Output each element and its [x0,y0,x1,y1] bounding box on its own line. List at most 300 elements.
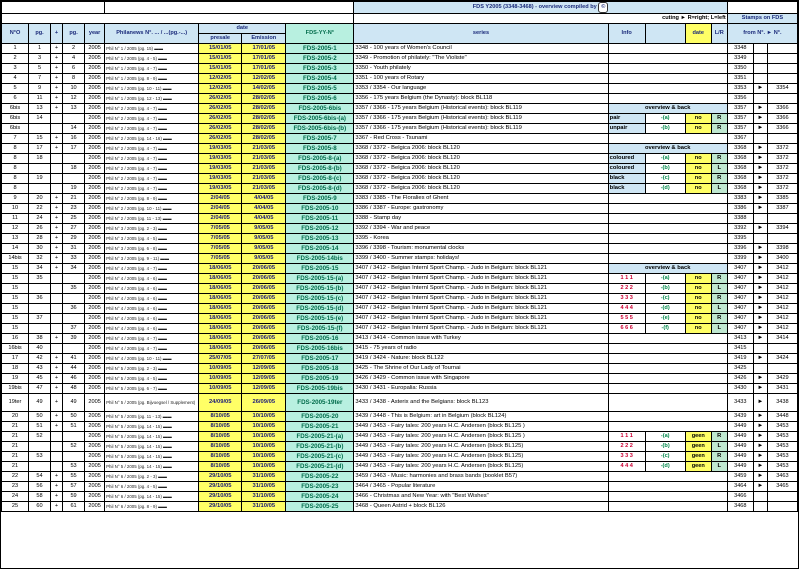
cell-info-label: 2 2 2 [608,442,645,452]
cell-info-label: 4 4 4 [608,462,645,472]
cell-info-blank [608,54,727,64]
cell-pg2: 49 [63,394,85,412]
cell-plus: + [51,224,63,234]
cell-series: 3407 / 3412 - Belgian Internl Sport Champ. - Judo in Belgium: block BL121 [354,324,608,334]
cell-nr: 6 [2,94,29,104]
cell-fds-number: FDS-2005-19ter [286,394,354,412]
cell-series: 3357 / 3366 - 175 years Belgium (Historical events): block BL119 [354,114,608,124]
cell-presale: 7/05/05 [199,234,242,244]
cell-fds-number: FDS-2005-21 [286,422,354,432]
cell-series: 3395 - Korea [354,234,608,244]
cell-plus: + [51,254,63,264]
cell-fds-number: FDS-2005-19 [286,374,354,384]
cell-emission: 9/05/05 [242,244,286,254]
table-row [2,204,798,214]
cell-plus: + [51,104,63,114]
cell-fds-number: FDS-2005-11 [286,214,354,224]
cell-fds-number: FDS-2005-15-(c) [286,294,354,304]
cell-arrow: ► [753,84,767,94]
cell-series: 3419 / 3424 - Nature: block BL122 [354,354,608,364]
cell-fds-number: FDS-2005-13 [286,234,354,244]
cell-stamp-to: 3394 [767,224,797,234]
cell-series: 3464 / 3465 - Popular literature [354,482,608,492]
table-row [2,164,798,174]
cell-stamp-from: 3407 [727,274,753,284]
cell-arrow: ► [753,194,767,204]
cell-arrow: ► [753,224,767,234]
col-datecol: date [685,24,711,44]
cell-emission: 31/10/05 [242,492,286,502]
cell-stamp-from: 3351 [727,74,753,84]
col-series: series [354,24,608,44]
cell-pg2 [63,154,85,164]
table-row [2,384,798,394]
cell-stamp-from: 3425 [727,364,753,374]
cell-pg2: 53 [63,462,85,472]
cell-arrow: ► [753,304,767,314]
cell-philanews: Phil N° 1 / 2005 (pg. 4 - 5) ▬▬ [105,54,199,64]
cell-nr: 13 [2,234,29,244]
cell-nr: 21 [2,462,29,472]
cell-info-blank [608,492,727,502]
cell-philanews: Phil N° 3 / 2005 (pg. 2 - 3) ▬▬ [105,224,199,234]
col-info: Info [608,24,645,44]
cell-emission: 14/02/05 [242,84,286,94]
table-row [2,54,798,64]
cell-arrow [753,234,767,244]
cell-info-code: -(a) [645,154,685,164]
table-row [2,462,798,472]
cell-presale: 8/10/05 [199,442,242,452]
cell-stamp-from: 3430 [727,384,753,394]
cell-info-label: black [608,184,645,194]
cell-nr: 8 [2,154,29,164]
cell-pg2 [63,294,85,304]
cell-fds-number: FDS-2005-8-(a) [286,154,354,164]
cell-plus: + [51,234,63,244]
cell-presale: 8/10/05 [199,462,242,472]
cell-stamp-to [767,74,797,84]
table-row [2,442,798,452]
cell-year: 2005 [85,234,105,244]
cell-nr: 19ter [2,394,29,412]
cell-pg1: 20 [29,194,51,204]
cell-nr: 15 [2,284,29,294]
table-row [2,452,798,462]
col-pg2: pg. [63,24,85,44]
cell-lr: R [711,452,727,462]
cell-lr: R [711,114,727,124]
table-row [2,94,798,104]
cell-presale: 18/06/05 [199,314,242,324]
cell-philanews: Phil N° 3 / 2005 (pg. 4 - 5) ▬▬ [105,234,199,244]
cell-fds-number: FDS-2005-6bis-(a) [286,114,354,124]
cell-emission: 28/02/05 [242,94,286,104]
cell-info-label: pair [608,114,645,124]
cell-philanews: Phil N° 3 / 2005 (pg. 9 - 11) ▬▬ [105,254,199,264]
cell-lr: L [711,304,727,314]
table-row [2,154,798,164]
cell-presale: 26/02/05 [199,114,242,124]
cell-info-blank [608,224,727,234]
table-row [2,84,798,94]
cell-philanews: Phil N° 3 / 2005 (pg. 6 - 8) ▬▬ [105,244,199,254]
cell-presale: 7/05/05 [199,224,242,234]
cell-nr: 8 [2,164,29,174]
cell-stamp-from: 3413 [727,334,753,344]
cell-year: 2005 [85,144,105,154]
cell-philanews: Phil N° 2 / 2005 (pg. 4 - 7) ▬▬ [105,104,199,114]
table-row [2,412,798,422]
cell-info-blank [608,472,727,482]
cell-info-code: -(d) [645,184,685,194]
cell-series: 3396 / 3398 - Tourism: monumental clocks [354,244,608,254]
cell-series: 3415 - 75 years of radio [354,344,608,354]
cell-fds-number: FDS-2005-10 [286,204,354,214]
cell-pg2: 21 [63,194,85,204]
cell-lr: R [711,432,727,442]
cell-pg2: 46 [63,374,85,384]
cell-info-code: -(b) [645,124,685,134]
cell-pg2: 55 [63,472,85,482]
col-plus: + [51,24,63,44]
cell-presale: 12/02/05 [199,84,242,94]
cell-year: 2005 [85,54,105,64]
cell-plus [51,304,63,314]
cell-presale: 2/04/05 [199,194,242,204]
cell-pg1 [29,124,51,134]
cell-stamp-from: 3367 [727,134,753,144]
cell-emission: 20/06/05 [242,274,286,284]
cell-pg1: 30 [29,244,51,254]
col-emission: Emission [242,34,286,44]
cell-philanews: Phil N° 2 / 2005 (pg. 4 - 7) ▬▬ [105,164,199,174]
cell-stamp-from: 3368 [727,184,753,194]
cell-stamp-from: 3407 [727,294,753,304]
cell-info-code: -(b) [645,442,685,452]
cell-pg1: 56 [29,482,51,492]
cell-nr: 24 [2,492,29,502]
cell-arrow: ► [753,184,767,194]
cell-fds-number: FDS-2005-15-(b) [286,284,354,294]
cell-philanews: Phil N° 4 / 2005 (pg. 4 - 6) ▬▬ [105,274,199,284]
table-row [2,214,798,224]
cell-arrow: ► [753,114,767,124]
cell-info-blank [608,354,727,364]
cell-info-blank [608,254,727,264]
cell-arrow [753,134,767,144]
cell-pg1: 22 [29,204,51,214]
cell-emission: 12/09/05 [242,374,286,384]
cell-fds-number: FDS-2005-8 [286,144,354,154]
cell-pg1: 60 [29,502,51,512]
cell-philanews: Phil N° 2 / 2005 (pg. 8 - 9) ▬▬ [105,194,199,204]
cell-stamp-from: 3407 [727,304,753,314]
cell-info-label: 1 1 1 [608,432,645,442]
cell-pg1 [29,284,51,294]
cell-fds-number: FDS-2005-7 [286,134,354,144]
cell-series: 3357 / 3366 - 175 years Belgium (Historical events): block BL119 [354,104,608,114]
cell-series: 3353 / 3354 - Our language [354,84,608,94]
cell-year: 2005 [85,114,105,124]
cell-info-label: 3 3 3 [608,294,645,304]
cell-stamp-to: 3372 [767,174,797,184]
cell-philanews: Phil N° 1 / 2005 (pg. 15) ▬▬ [105,44,199,54]
table-row [2,304,798,314]
cell-stamp-to [767,234,797,244]
cell-arrow: ► [753,314,767,324]
cell-stamp-to: 3412 [767,284,797,294]
cell-nr: 14 [2,244,29,254]
cell-plus [51,154,63,164]
table-row [2,354,798,364]
cell-stamp-from: 3357 [727,114,753,124]
cell-series: 3368 / 3372 - Belgica 2006: block BL120 [354,154,608,164]
cell-info-label: 6 6 6 [608,324,645,334]
cell-pg2: 18 [63,164,85,174]
cell-pg2: 44 [63,364,85,374]
cell-stamp-from: 3368 [727,164,753,174]
cell-plus [51,174,63,184]
overview-back-panel: overview & back [608,104,727,114]
cell-stamp-to: 3453 [767,432,797,442]
cell-pg2: 4 [63,54,85,64]
cell-info-label: 4 4 4 [608,304,645,314]
cell-nr: 15 [2,304,29,314]
cell-philanews: Phil N° 4 / 2005 (pg. 4 - 7) ▬▬ [105,344,199,354]
cell-year: 2005 [85,274,105,284]
cell-nr: 20 [2,412,29,422]
cell-fds-number: FDS-2005-6 [286,94,354,104]
cell-presale: 18/06/05 [199,304,242,314]
cell-lr: L [711,164,727,174]
cell-philanews: Phil N° 6 / 2005 (pg. 14 - 15) ▬▬ [105,492,199,502]
cell-year: 2005 [85,84,105,94]
cell-pg2: 17 [63,144,85,154]
cell-nr: 17 [2,354,29,364]
cell-series: 3386 / 3387 - Europe: gastronomy [354,204,608,214]
cell-stamp-to: 3366 [767,124,797,134]
cell-arrow: ► [753,384,767,394]
cell-series: 3383 / 3385 - The Floralies of Ghent [354,194,608,204]
cell-philanews: Phil N° 5 / 2005 (pg. 14 - 15) ▬▬ [105,442,199,452]
cell-philanews: Phil N° 2 / 2005 (pg. 11 - 13) ▬▬ [105,214,199,224]
cell-stamp-to: 3465 [767,482,797,492]
cell-stamp-from: 3449 [727,452,753,462]
cell-pg2: 16 [63,134,85,144]
cell-emission: 21/03/05 [242,174,286,184]
cell-plus: + [51,482,63,492]
cell-year: 2005 [85,502,105,512]
cell-fds-number: FDS-2005-18 [286,364,354,374]
cell-plus: + [51,44,63,54]
cell-info-label: unpair [608,124,645,134]
cell-stamp-to: 3453 [767,442,797,452]
table-row [2,294,798,304]
cell-series: 3426 / 3429 - Common issue with Singapore [354,374,608,384]
cell-pg1: 53 [29,452,51,462]
cell-info-blank [608,44,727,54]
table-row [2,174,798,184]
cell-pg2: 61 [63,502,85,512]
cell-stamp-to [767,94,797,104]
cell-fds-number: FDS-2005-6bis-(b) [286,124,354,134]
cell-lr: R [711,274,727,284]
cell-philanews: Phil N° 1 / 2005 (pg. 8 - 9) ▬▬ [105,74,199,84]
cell-fds-number: FDS-2005-8-(d) [286,184,354,194]
table-row [2,224,798,234]
cell-fds-number: FDS-2005-15-(d) [286,304,354,314]
cell-nr: 15 [2,294,29,304]
cell-nr: 15 [2,264,29,274]
cell-arrow [753,44,767,54]
cell-pg2 [63,432,85,442]
table-row [2,334,798,344]
cell-arrow [753,74,767,84]
cell-pg2: 52 [63,442,85,452]
cell-fds-number: FDS-2005-15 [286,264,354,274]
table-row [2,374,798,384]
cell-nr: 12 [2,224,29,234]
cell-year: 2005 [85,412,105,422]
cell-plus [51,314,63,324]
cell-pg1: 51 [29,422,51,432]
cell-plus [51,164,63,174]
cell-presale: 18/06/05 [199,294,242,304]
cell-fds-number: FDS-2005-9 [286,194,354,204]
cell-series: 3449 / 3453 - Fairy tales: 200 years H.C. Andersen (block BL125 ) [354,432,608,442]
cell-series: 3407 / 3412 - Belgian Internl Sport Champ. - Judo in Belgium: block BL121 [354,314,608,324]
cell-fds-number: FDS-2005-21-(c) [286,452,354,462]
cell-philanews: Phil N° 5 / 2005 (pg. 6 - 7) ▬▬ [105,384,199,394]
cell-pg2: 34 [63,264,85,274]
cell-arrow: ► [753,452,767,462]
cell-pg1: 50 [29,412,51,422]
cell-philanews: Phil N° 5 / 2005 (pg. 14 - 15) ▬▬ [105,462,199,472]
cell-arrow [753,64,767,74]
cell-nr: 5 [2,84,29,94]
cell-stamp-to [767,134,797,144]
cell-plus: + [51,502,63,512]
cell-year: 2005 [85,384,105,394]
cell-plus: + [51,472,63,482]
cell-emission: 21/03/05 [242,164,286,174]
cell-plus: + [51,214,63,224]
cell-philanews: Phil N° 4 / 2005 (pg. 4 - 6) ▬▬ [105,284,199,294]
cell-pg1: 18 [29,154,51,164]
cell-stamp-from: 3368 [727,174,753,184]
cell-year: 2005 [85,344,105,354]
cell-series: 3449 / 3453 - Fairy tales: 200 years H.C. Andersen (block BL125) [354,442,608,452]
cell-emission: 28/02/05 [242,104,286,114]
cell-info-date: no [685,284,711,294]
table-row [2,422,798,432]
cell-series: 3439 / 3448 - This is Belgium: art in Belgium (block BL124) [354,412,608,422]
cell-arrow [753,214,767,224]
cell-info-date: no [685,294,711,304]
cell-stamp-to: 3438 [767,394,797,412]
cell-plus [51,184,63,194]
cell-philanews: Phil N° 6 / 2005 (pg. 4 - 5) ▬▬ [105,482,199,492]
cell-stamp-to: 3412 [767,314,797,324]
cell-fds-number: FDS-2005-15-(f) [286,324,354,334]
cell-presale: 26/02/05 [199,94,242,104]
cell-info-code: -(b) [645,164,685,174]
cell-series: 3368 / 3372 - Belgica 2006: block BL120 [354,184,608,194]
cell-philanews: Phil N° 4 / 2005 (pg. 4 - 6) ▬▬ [105,324,199,334]
cell-pg2: 41 [63,354,85,364]
cell-info-blank [608,64,727,74]
cell-plus: + [51,394,63,412]
cell-philanews: Phil N° 2 / 2005 (pg. 4 - 7) ▬▬ [105,154,199,164]
cell-pg1: 36 [29,294,51,304]
cell-nr: 25 [2,502,29,512]
cell-pg2: 12 [63,94,85,104]
cell-pg2: 39 [63,334,85,344]
title-right-blank [727,2,797,14]
cell-emission: 17/01/05 [242,64,286,74]
cell-series: 3368 / 3372 - Belgica 2006: block BL120 [354,144,608,154]
cell-philanews: Phil N° 4 / 2005 (pg. 4 - 7) ▬▬ [105,264,199,274]
col-date: date [199,24,286,34]
cell-presale: 24/09/05 [199,394,242,412]
cell-info-date: no [685,174,711,184]
cell-pg1 [29,164,51,174]
cell-stamp-to [767,214,797,224]
cell-nr: 6bis [2,114,29,124]
cell-series: 3466 - Christmas and New Year: with "Best Wishes" [354,492,608,502]
cell-arrow [753,94,767,104]
cell-plus: + [51,412,63,422]
overview-back-panel: overview & back [608,264,727,274]
cell-stamp-to: 3448 [767,412,797,422]
cell-plus: + [51,422,63,432]
table-row [2,114,798,124]
cell-fds-number: FDS-2005-8-(b) [286,164,354,174]
cell-presale: 18/06/05 [199,324,242,334]
cell-pg2: 6 [63,64,85,74]
cell-presale: 26/02/05 [199,134,242,144]
overview-table [1,1,798,512]
cell-philanews: Phil N° 1 / 2005 (pg. 10 - 11) ▬▬ [105,84,199,94]
cell-info-blank [608,204,727,214]
cell-arrow: ► [753,244,767,254]
cell-philanews: Phil N° 2 / 2005 (pg. 4 - 7) ▬▬ [105,184,199,194]
cell-stamp-from: 3468 [727,502,753,512]
copyright-logo: © [598,2,608,13]
cell-emission: 20/06/05 [242,324,286,334]
cell-year: 2005 [85,394,105,412]
cell-info-date: no [685,114,711,124]
cell-emission: 10/10/05 [242,442,286,452]
cell-year: 2005 [85,422,105,432]
col-lr: L/R [711,24,727,44]
cell-presale: 15/01/05 [199,44,242,54]
cell-series: 3350 - Youth philately [354,64,608,74]
cell-philanews: Phil N° 5 / 2005 (pg. Bijvoegsel / Supplement) [105,394,199,412]
cell-stamp-to: 3453 [767,422,797,432]
cell-pg1: 13 [29,104,51,114]
cell-year: 2005 [85,472,105,482]
cell-series: 3348 - 100 years of Women's Council [354,44,608,54]
cell-plus: + [51,492,63,502]
cell-fds-number: FDS-2005-14bis [286,254,354,264]
cell-arrow: ► [753,334,767,344]
cell-philanews: Phil N° 1 / 2005 (pg. 4 - 7) ▬▬ [105,64,199,74]
table-row [2,274,798,284]
cell-philanews: Phil N° 2 / 2005 (pg. 10 - 11) ▬▬ [105,204,199,214]
cell-stamp-from: 3368 [727,144,753,154]
